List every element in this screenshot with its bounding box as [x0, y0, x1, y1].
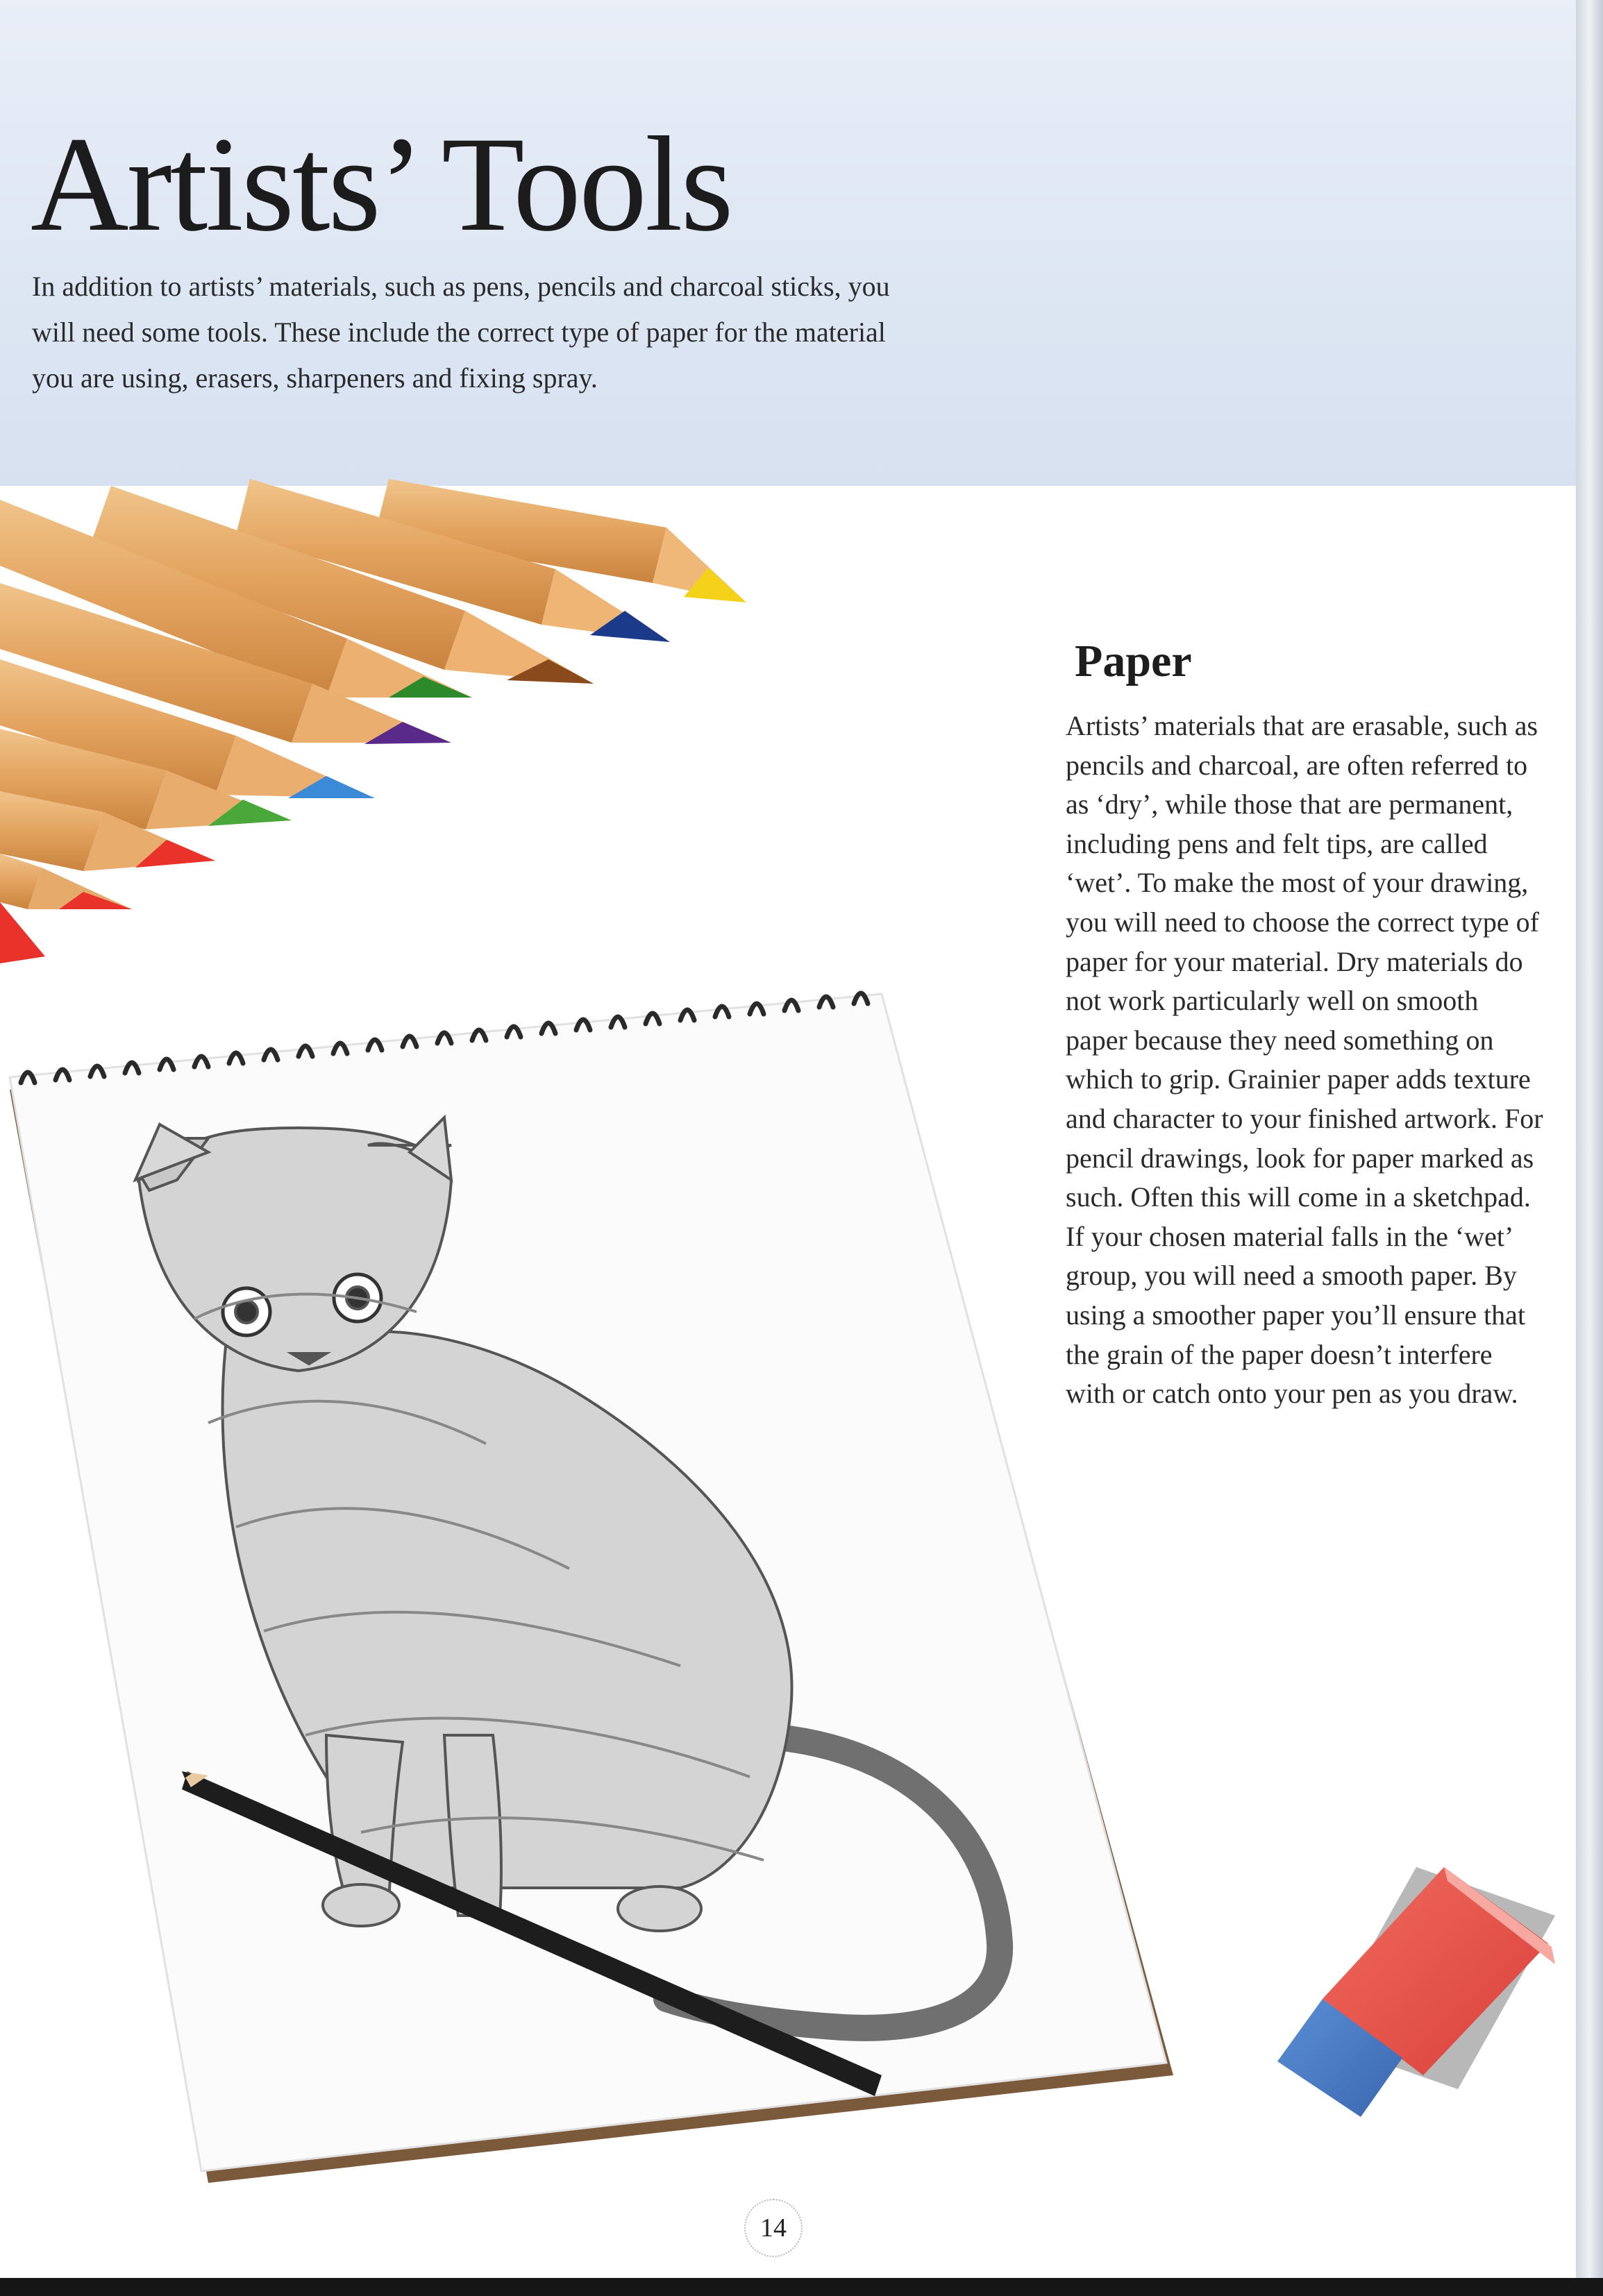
- page-number: 14: [760, 2213, 787, 2243]
- eraser-image: [1277, 1867, 1555, 2117]
- section-body-paper: Artists’ materials that are erasable, such as pencils and charcoal, are often referred to as ‘dry’, while those that are permanent, including pens and felt tips, are called ‘wet’. To make the most of your drawing, you will need to choose the correct type of paper for your material. Dry materials do not work particularly well on smooth paper because they need something on which to grip. Grainier paper adds texture and character to your finished artwork. For pencil drawings, look for paper marked as such. Often this will come in a sketchpad. If your chosen material falls in the ‘wet’ group, you will need a smooth paper. By using a smoother paper you’ll ensure that the grain of the paper doesn’t interfere with or catch onto your pen as you draw.: [1066, 710, 1543, 1410]
- bottom-edge: [0, 2278, 1603, 2296]
- section-heading-paper: Paper: [1075, 636, 1192, 686]
- page-title: Artists’ Tools: [31, 109, 732, 260]
- page-number-badge: [744, 2199, 803, 2257]
- colored-pencils-image: [0, 479, 746, 963]
- sketchpad-image: [10, 993, 1173, 2183]
- intro-text: In addition to artists’ materials, such as pens, pencils and charcoal sticks, you will need some tools. These include the correct type of paper for the material you are using, erasers, sharpeners and fixing spray.: [32, 271, 890, 394]
- pencil-red-corner: [0, 902, 45, 963]
